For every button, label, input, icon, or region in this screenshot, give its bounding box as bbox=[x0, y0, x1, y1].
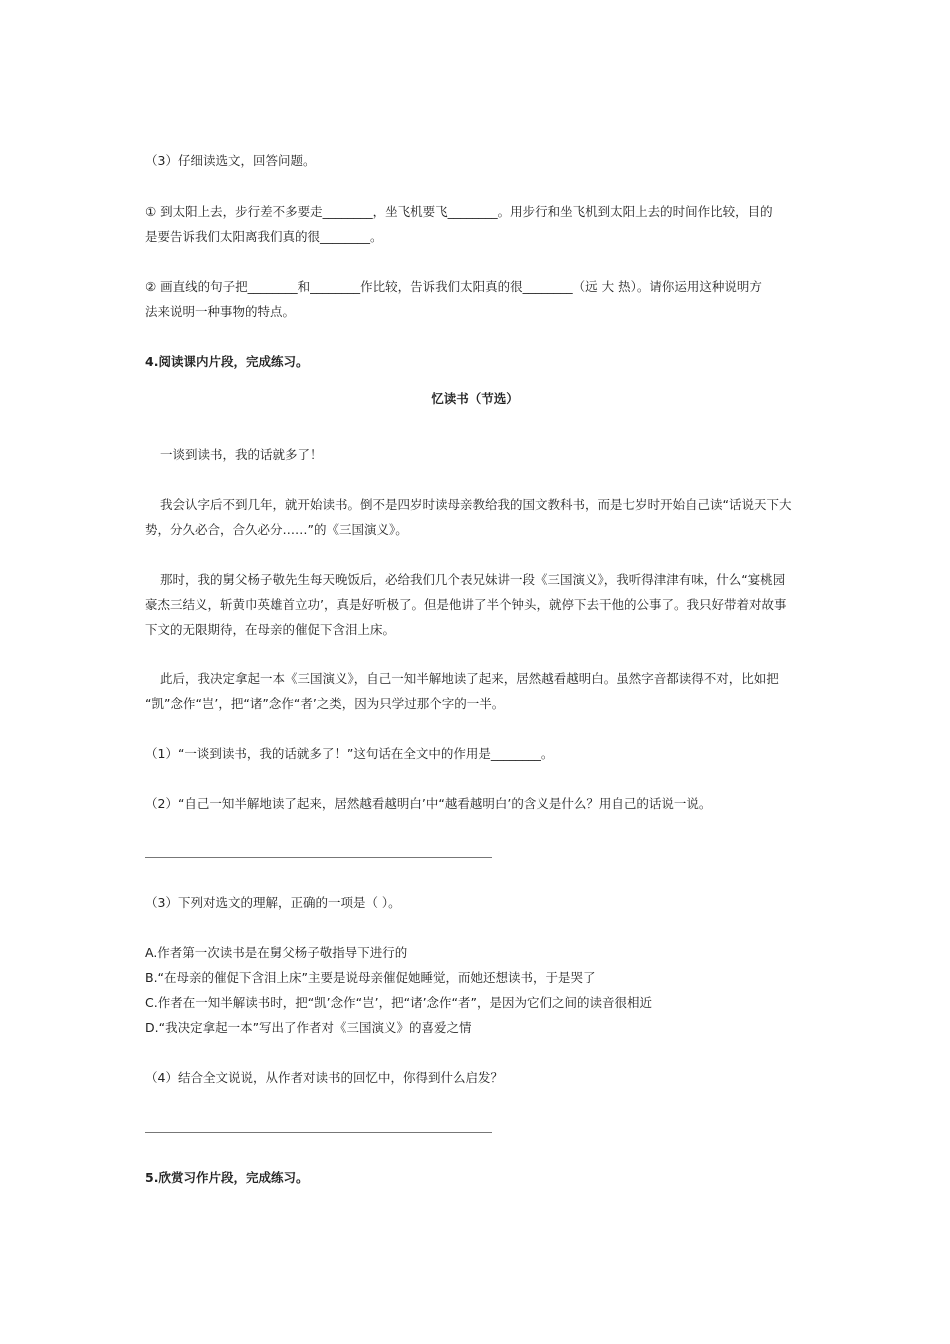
passage-paragraph-2-line-2: 势，分久必合，合久必分……”的《三国演义》。 bbox=[145, 522, 408, 537]
q3-item-1-line-2: 是要告诉我们太阳离我们真的很________。 bbox=[145, 229, 383, 244]
q3-item-2-line-2: 法来说明一种事物的特点。 bbox=[145, 304, 296, 319]
q3-item-2-line-1: ② 画直线的句子把________和________作比较，告诉我们太阳真的很________（远 大 热）。请你运用这种说明方 bbox=[145, 279, 762, 294]
passage-paragraph-4-line-1: 此后，我决定拿起一本《三国演义》，自己一知半解地读了起来，居然越看越明白。虽然字音都读得不对，比如把 bbox=[160, 671, 779, 686]
q4-heading: 4.阅读课内片段，完成练习。 bbox=[145, 354, 309, 369]
passage-paragraph-4-line-2: “凯”念作“岂’，把“诸”念作“者’之类，因为只学过那个字的一半。 bbox=[145, 696, 505, 711]
q4-subquestion-4: （4）结合全文说说，从作者对读书的回忆中，你得到什么启发？ bbox=[145, 1070, 503, 1085]
passage-paragraph-3-line-3: 下文的无限期待，在母亲的催促下含泪上床。 bbox=[145, 622, 396, 637]
option-d: D.“我决定拿起一本”写出了作者对《三国演义》的喜爱之情 bbox=[145, 1020, 472, 1035]
q5-heading: 5.欣赏习作片段，完成练习。 bbox=[145, 1170, 309, 1185]
q4-subquestion-3: （3）下列对选文的理解，正确的一项是（ ）。 bbox=[145, 895, 401, 910]
q4-subquestion-1: （1）“一谈到读书，我的话就多了！”这句话在全文中的作用是________。 bbox=[145, 746, 554, 761]
option-a: A.作者第一次读书是在舅父杨子敬指导下进行的 bbox=[145, 945, 408, 960]
answer-line-4[interactable] bbox=[145, 1132, 492, 1133]
passage-paragraph-3-line-2: 豪杰三结义，斩黄巾英雄首立功’，真是好听极了。但是他讲了半个钟头，就停下去干他的公事了。我只好带着对故事 bbox=[145, 597, 787, 612]
answer-line-2[interactable] bbox=[145, 857, 492, 858]
q3-subquestion-3: （3）仔细读选文，回答问题。 bbox=[145, 153, 316, 168]
passage-paragraph-3-line-1: 那时，我的舅父杨子敬先生每天晚饭后，必给我们几个表兄妹讲一段《三国演义》，我听得津津有味，什么“宴桃园 bbox=[160, 572, 786, 587]
option-b: B.“在母亲的催促下含泪上床”主要是说母亲催促她睡觉，而她还想读书，于是哭了 bbox=[145, 970, 596, 985]
passage-paragraph-1: 一谈到读书，我的话就多了！ bbox=[160, 447, 323, 462]
q3-item-1-line-1: ① 到太阳上去，步行差不多要走________，坐飞机要飞________。用步行和坐飞机到太阳上去的时间作比较，目的 bbox=[145, 204, 773, 219]
passage-paragraph-2-line-1: 我会认字后不到几年，就开始读书。倒不是四岁时读母亲教给我的国文教科书，而是七岁时开始自己读“话说天下大 bbox=[160, 497, 792, 512]
q4-subquestion-2: （2）“自己一知半解地读了起来，居然越看越明白’中“越看越明白’的含义是什么？用自己的话说一说。 bbox=[145, 796, 712, 811]
option-c: C.作者在一知半解读书时，把“凯’念作“岂’，把“诸’念作“者”，是因为它们之间的读音很相近 bbox=[145, 995, 653, 1010]
passage-title: 忆读书（节选） bbox=[431, 391, 519, 406]
